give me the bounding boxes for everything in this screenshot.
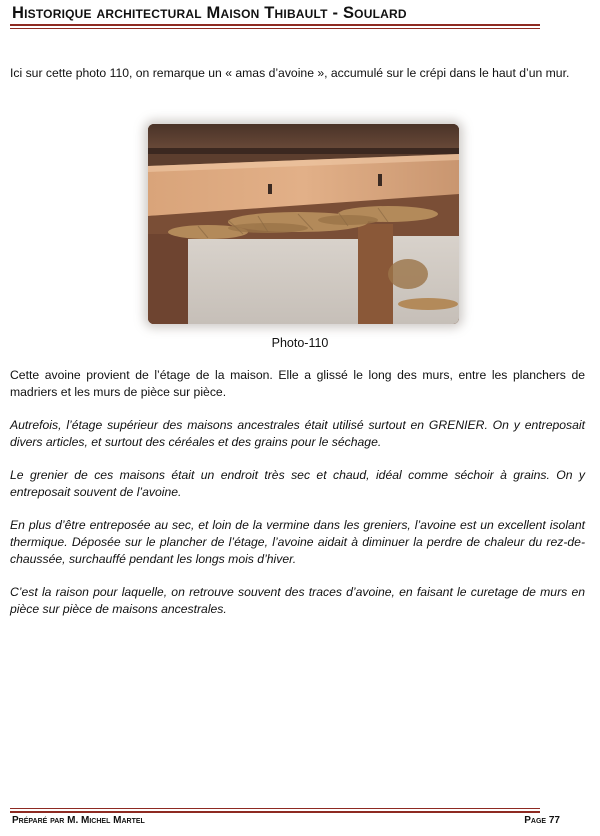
photo-caption: Photo-110 (271, 336, 329, 350)
footer-author: Préparé par M. Michel Martel (12, 815, 145, 826)
paragraph-attic-dry: Le grenier de ces maisons était un endroit très sec et chaud, idéal comme séchoir à grains. On y entreposait souvent de l’avoine. (10, 468, 585, 499)
paragraph-intro: Ici sur cette photo 110, on remarque un « amas d’avoine », accumulé sur le crépi dans le haut d’un mur. (10, 66, 570, 80)
paragraph-attic-use: Autrefois, l’étage supérieur des maisons ancestrales était utilisé surtout en GRENIER. On y entreposait divers articles, et surtout des céréales et des grains pour le séchage. (10, 418, 585, 449)
paragraph-insulation: En plus d’être entreposée au sec, et loin de la vermine dans les greniers, l’avoine est un excellent isolant thermique. Déposée sur le plancher de l’étage, l’avoine aidait à diminuer la perdre de chaleur du rez-de-chaussée, surchauffé pendant les longs mois d’hiver. (10, 518, 585, 566)
footer-rule-thick (10, 811, 540, 813)
header-rule-thin (10, 28, 540, 29)
photo-110-image (148, 124, 459, 324)
footer-rule-thin (10, 808, 540, 809)
paragraph-origin: Cette avoine provient de l’étage de la maison. Elle a glissé le long des murs, entre les planchers de madriers et les murs de pièce sur pièce. (10, 368, 585, 399)
page-title: Historique architectural Maison Thibault - Soulard (12, 4, 407, 22)
paragraph-conclusion: C’est la raison pour laquelle, on retrouve souvent des traces d’avoine, en faisant le curetage de murs en pièce sur pièce de maisons ancestrales. (10, 585, 585, 616)
footer-page-number: Page 77 (524, 815, 560, 826)
header-rule-thick (10, 24, 540, 26)
